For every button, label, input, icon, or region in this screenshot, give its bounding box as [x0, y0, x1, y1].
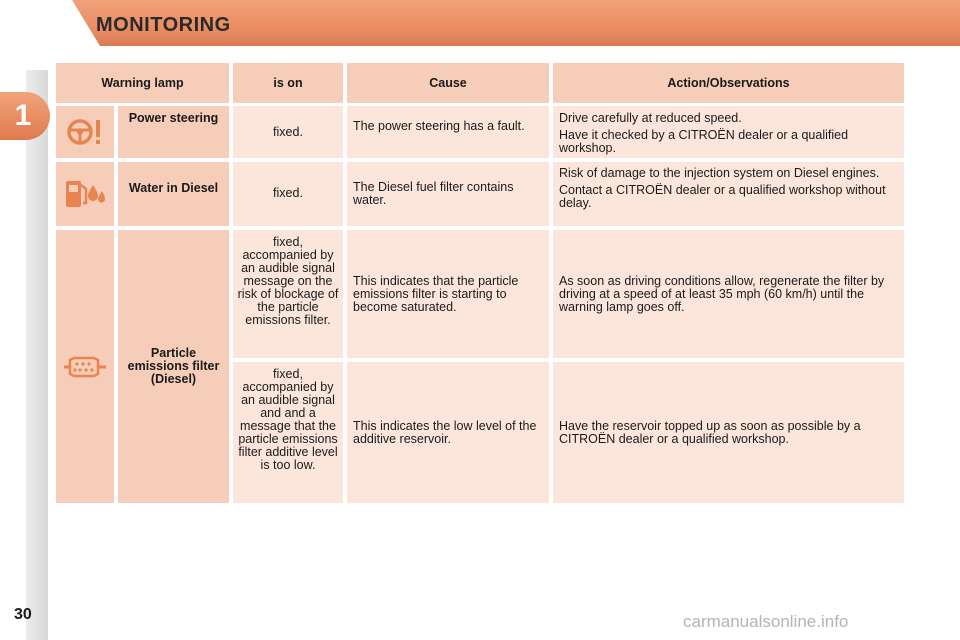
action-paragraph: Risk of damage to the injection system on Diesel engines.: [559, 166, 880, 180]
lamp-name: Water in Diesel: [128, 181, 219, 195]
table-row-icon-cell: [56, 106, 114, 158]
cause-cell: [347, 230, 549, 358]
is-on-cell: fixed, accompanied by an audible signal and and a message that the particle emissions filter additive level is too low.: [233, 362, 343, 503]
header-warning-lamp: Warning lamp: [56, 63, 229, 103]
table-row-icon-cell: [56, 230, 114, 503]
particle-filter-icon: [56, 230, 114, 503]
power-steering-warning-icon: [56, 106, 114, 158]
is-on-cell: fixed.: [233, 162, 343, 226]
cause-cell: [347, 362, 549, 503]
table-row-name: [118, 162, 229, 226]
side-strip: [26, 70, 48, 640]
water-in-diesel-icon: [56, 162, 114, 226]
lamp-name: Power steering: [128, 111, 219, 125]
cause-cell: The power steering has a fault.: [347, 106, 549, 158]
table-row-name: [118, 106, 229, 158]
is-on-cell: fixed.: [233, 106, 343, 158]
cause-cell: The Diesel fuel filter contains water.: [347, 162, 549, 226]
header-is-on: is on: [233, 63, 343, 103]
watermark: carmanualsonline.info: [683, 612, 849, 631]
action-cell: [553, 362, 904, 503]
chapter-number: 1: [14, 99, 32, 132]
table-row-name: [118, 230, 229, 503]
cause-text: This indicates that the particle emissions filter is starting to become saturated.: [353, 273, 519, 314]
header-action: Action/Observations: [553, 63, 904, 103]
lamp-name: Particle emissions filter (Diesel): [127, 346, 220, 386]
action-paragraph: As soon as driving conditions allow, regenerate the filter by driving at a speed of at least 35 mph (60 km/h) until the warning lamp goes off.: [559, 273, 885, 314]
is-on-cell: fixed, accompanied by an audible signal message on the risk of blockage of the particle emissions filter.: [233, 230, 343, 358]
action-cell: [553, 106, 904, 158]
action-cell: [553, 162, 904, 226]
action-paragraph: Have it checked by a CITROËN dealer or a qualified workshop.: [559, 128, 849, 155]
table-row-icon-cell: [56, 162, 114, 226]
page-number: 30: [14, 606, 32, 623]
action-paragraph: Drive carefully at reduced speed.: [559, 111, 742, 125]
action-paragraph: Contact a CITROËN dealer or a qualified workshop without delay.: [559, 183, 886, 210]
header-cause: Cause: [347, 63, 549, 103]
action-cell: [553, 230, 904, 358]
page-title: MONITORING: [96, 14, 231, 36]
action-paragraph: Have the reservoir topped up as soon as possible by a CITROËN dealer or a qualified workshop.: [559, 418, 861, 446]
cause-text: This indicates the low level of the additive reservoir.: [353, 418, 537, 446]
